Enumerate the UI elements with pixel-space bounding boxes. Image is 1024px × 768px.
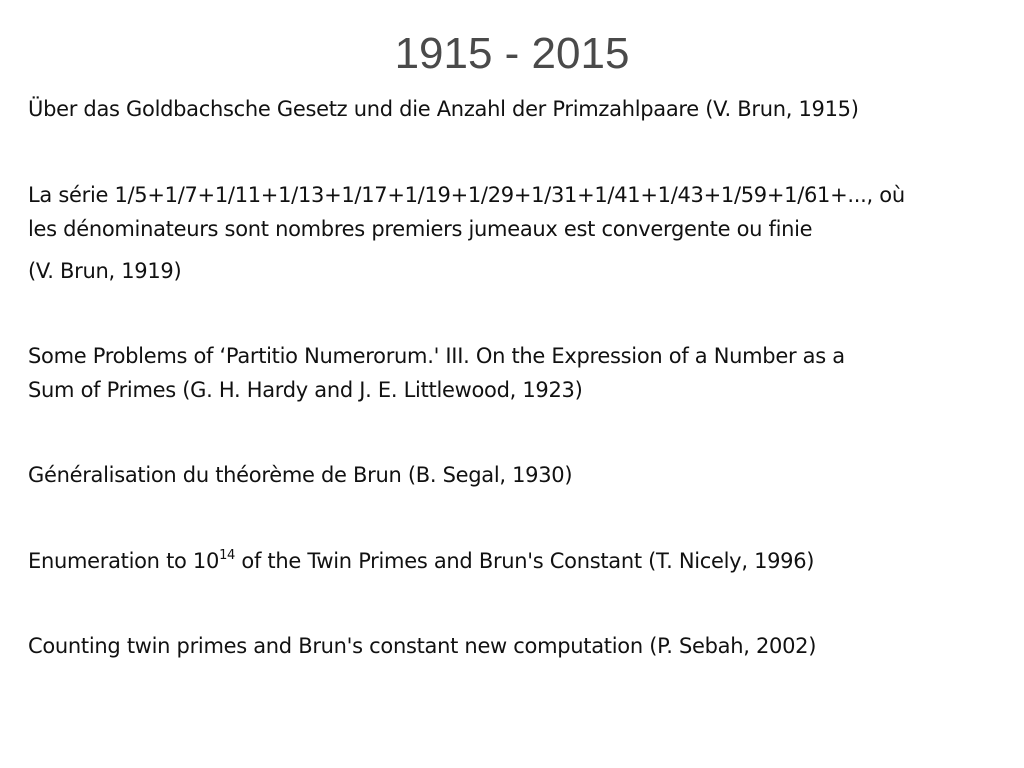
exponent-superscript: 14	[219, 548, 236, 563]
reference-brun-1915	[28, 92, 1008, 126]
reference-sebah-2002	[28, 629, 1008, 663]
reference-line: Counting twin primes and Brun's constant new computation (P. Sebah, 2002)	[28, 634, 817, 658]
reference-line: La série 1/5+1/7+1/11+1/13+1/17+1/19+1/29+1/31+1/41+1/43+1/59+1/61+..., où	[28, 183, 905, 207]
reference-brun-1919	[28, 178, 1008, 288]
reference-line: Sum of Primes (G. H. Hardy and J. E. Littlewood, 1923)	[28, 378, 583, 402]
reference-line: (V. Brun, 1919)	[28, 259, 182, 283]
reference-prefix: Enumeration to 10	[28, 549, 220, 573]
reference-suffix: of the Twin Primes and Brun's Constant (T. Nicely, 1996)	[235, 549, 815, 573]
slide-title: 1915 - 2015	[394, 29, 630, 78]
reference-hardy-littlewood-1923	[28, 339, 1008, 407]
reference-line: Über das Goldbachsche Gesetz und die Anzahl der Primzahlpaare (V. Brun, 1915)	[28, 97, 859, 121]
reference-line: Généralisation du théorème de Brun (B. Segal, 1930)	[28, 463, 573, 487]
reference-line: les dénominateurs sont nombres premiers jumeaux est convergente ou finie	[28, 217, 813, 241]
reference-line: Some Problems of ‘Partitio Numerorum.' III. On the Expression of a Number as a	[28, 344, 845, 368]
reference-segal-1930	[28, 458, 1008, 492]
reference-nicely-1996	[28, 544, 1008, 578]
reference-line	[28, 544, 1008, 578]
